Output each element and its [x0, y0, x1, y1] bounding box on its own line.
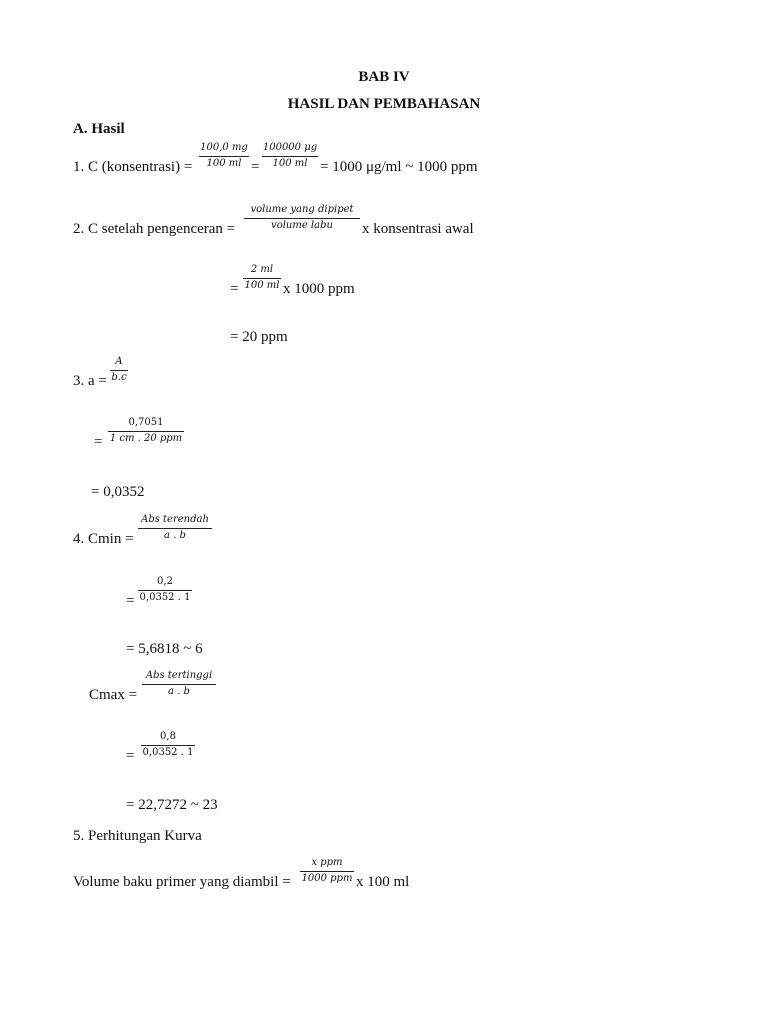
item1-result: = 1000 μg/ml ~ 1000 ppm: [320, 159, 478, 175]
fraction-denominator: 0,0352 . 1: [139, 592, 191, 603]
fraction-denominator: b.c: [111, 372, 127, 383]
fraction-bar: [243, 278, 281, 279]
chapter-number: BAB IV: [358, 69, 410, 85]
item3-label: 3. a =: [73, 373, 107, 389]
item2-step-tail: x 1000 ppm: [283, 281, 355, 297]
fraction-numerator: Abs terendah: [141, 514, 209, 525]
fraction-denominator: 0,0352 . 1: [142, 747, 194, 758]
fraction-denominator: a . b: [164, 530, 186, 541]
item4-result: = 5,6818 ~ 6: [126, 641, 203, 657]
fraction-numerator: 100000 μg: [262, 142, 318, 153]
fraction-numerator: 0,8: [160, 731, 176, 742]
item2-step-equals: =: [230, 281, 239, 297]
fraction-denominator: 100 ml: [272, 158, 308, 169]
fraction-bar: [138, 590, 192, 591]
chapter-title: HASIL DAN PEMBAHASAN: [287, 96, 481, 112]
item1-label: 1. C (konsentrasi) =: [73, 159, 193, 175]
item3-fraction-a: [110, 356, 128, 384]
fraction-numerator: x ppm: [311, 857, 343, 868]
item3-fraction-absorbance: [108, 417, 184, 445]
fraction-bar: [138, 528, 212, 529]
item1-fraction-ug-per-ml: [262, 142, 318, 170]
item3-result: = 0,0352: [91, 484, 145, 500]
cmax-fraction: [142, 670, 216, 698]
fraction-numerator: 100,0 mg: [200, 142, 248, 153]
fraction-bar: [262, 156, 318, 157]
item1-fraction-mg-per-ml: [199, 142, 249, 170]
fraction-denominator: a . b: [168, 686, 190, 697]
fraction-numerator: 0,2: [157, 576, 173, 587]
fraction-denominator: 1000 ppm: [301, 873, 353, 884]
item5-heading: 5. Perhitungan Kurva: [73, 828, 202, 844]
item5-tail: x 100 ml: [356, 874, 410, 890]
fraction-numerator: 2 ml: [250, 264, 274, 275]
fraction-denominator: 1 cm . 20 ppm: [109, 433, 183, 444]
item4-step-equals: =: [126, 593, 135, 609]
fraction-bar: [199, 156, 249, 157]
fraction-denominator: 100 ml: [206, 158, 242, 169]
item1-equals: =: [251, 159, 260, 175]
fraction-bar: [108, 431, 184, 432]
item5-label: Volume baku primer yang diambil =: [73, 874, 291, 890]
cmax-step-equals: =: [126, 748, 135, 764]
fraction-bar: [244, 218, 360, 219]
item2-fraction-volume: [244, 204, 360, 232]
fraction-bar: [300, 871, 354, 872]
fraction-bar: [141, 745, 195, 746]
cmax-result: = 22,7272 ~ 23: [126, 797, 218, 813]
fraction-numerator: A: [115, 356, 123, 367]
fraction-denominator: 100 ml: [244, 280, 280, 291]
item5-fraction: [300, 857, 354, 885]
item3-step-equals: =: [94, 434, 103, 450]
fraction-numerator: volume yang dipipet: [250, 204, 354, 215]
fraction-bar: [110, 370, 128, 371]
item2-label: 2. C setelah pengenceran =: [73, 221, 236, 237]
item4-fraction-cmin-values: [138, 576, 192, 604]
item4-fraction-cmin: [138, 514, 212, 542]
cmax-label: Cmax =: [89, 687, 138, 703]
item2-fraction-ml: [243, 264, 281, 292]
fraction-numerator: Abs tertinggi: [145, 670, 213, 681]
cmax-fraction-values: [141, 731, 195, 759]
fraction-denominator: volume labu: [271, 220, 333, 231]
item2-result: = 20 ppm: [230, 329, 288, 345]
fraction-numerator: 0,7051: [128, 417, 164, 428]
item2-tail: x konsentrasi awal: [362, 221, 474, 237]
fraction-bar: [142, 684, 216, 685]
section-heading: A. Hasil: [73, 121, 125, 137]
item4-label: 4. Cmin =: [73, 531, 134, 547]
